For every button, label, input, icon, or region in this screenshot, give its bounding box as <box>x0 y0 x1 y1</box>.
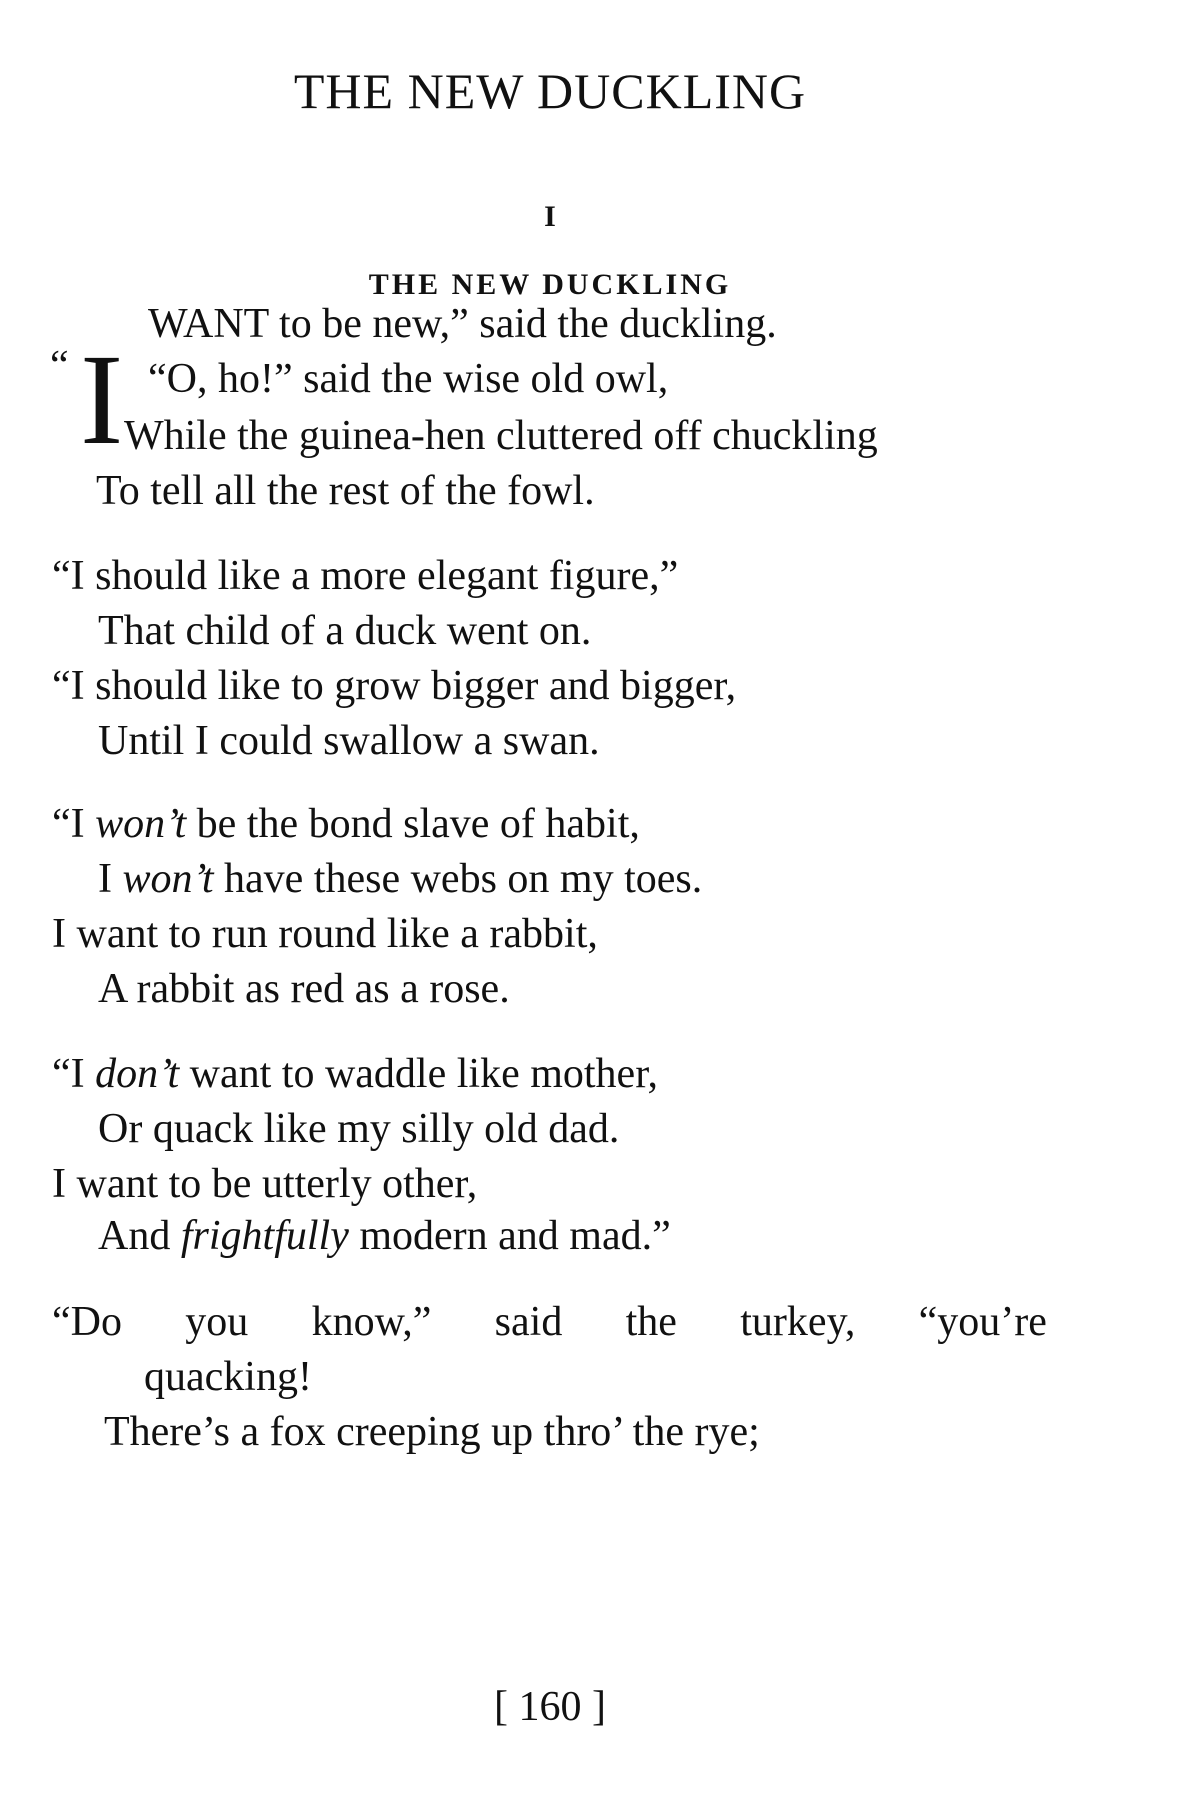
stanza1-line3: While the guinea-hen cluttered off chuckling <box>124 413 878 459</box>
stanza1-line1: WANT to be new,” said the duckling. <box>148 301 777 347</box>
stanza4-line4-post: modern and mad.” <box>348 1213 671 1259</box>
stanza3-line2 <box>98 855 702 903</box>
stanza3-line3: I want to run round like a rabbit, <box>52 911 598 957</box>
stanza5-line1-word: you <box>185 1299 249 1345</box>
stanza2-line3: “I should like to grow bigger and bigger, <box>52 663 737 709</box>
stanza3-line4: A rabbit as red as a rose. <box>98 966 510 1012</box>
stanza3-line1-post: be the bond slave of habit, <box>186 801 640 847</box>
stanza1-line2: “O, ho!” said the wise old owl, <box>148 356 669 402</box>
stanza2-line2: That child of a duck went on. <box>98 608 592 654</box>
stanza2-line4: Until I could swallow a swan. <box>98 718 600 764</box>
drop-cap: I <box>80 328 124 472</box>
stanza4-line2: Or quack like my silly old dad. <box>98 1106 620 1152</box>
stanza5-line1 <box>52 1298 1047 1346</box>
section-title: THE NEW DUCKLING <box>368 268 732 301</box>
section-number: I <box>544 200 556 233</box>
stanza3-line2-pre: I <box>98 856 123 902</box>
stanza4-line1 <box>52 1050 658 1098</box>
stanza4-line3: I want to be utterly other, <box>52 1161 478 1207</box>
opening-quote: “ <box>50 343 69 389</box>
page-number: [ 160 ] <box>494 1684 606 1730</box>
stanza5-line1-word: turkey, <box>740 1299 856 1345</box>
stanza4-line1-pre: “I <box>52 1051 96 1097</box>
stanza5-line1-word: said <box>494 1299 563 1345</box>
stanza5-line1-word: “you’re <box>918 1299 1047 1345</box>
running-head: THE NEW DUCKLING <box>293 63 807 119</box>
stanza3-line1-pre: “I <box>52 801 96 847</box>
stanza5-line2: There’s a fox creeping up thro’ the rye; <box>104 1409 760 1455</box>
stanza2-line1: “I should like a more elegant figure,” <box>52 553 679 599</box>
stanza3-line1 <box>52 800 640 848</box>
stanza1-line4: To tell all the rest of the fowl. <box>96 468 595 514</box>
stanza5-line1-word: “Do <box>52 1299 122 1345</box>
stanza4-line4-emphasis: frightfully <box>180 1213 349 1259</box>
stanza3-line2-post: have these webs on my toes. <box>213 856 703 902</box>
stanza3-line1-emphasis: won’t <box>95 801 187 847</box>
stanza4-line1-post: want to waddle like mother, <box>179 1051 658 1097</box>
stanza5-line1-continuation: quacking! <box>144 1354 312 1400</box>
stanza3-line2-emphasis: won’t <box>122 856 214 902</box>
stanza4-line4 <box>98 1212 671 1260</box>
stanza5-line1-word: the <box>625 1299 677 1345</box>
stanza4-line4-pre: And <box>98 1213 181 1259</box>
stanza5-line1-word: know,” <box>311 1299 432 1345</box>
stanza4-line1-emphasis: don’t <box>95 1051 180 1097</box>
